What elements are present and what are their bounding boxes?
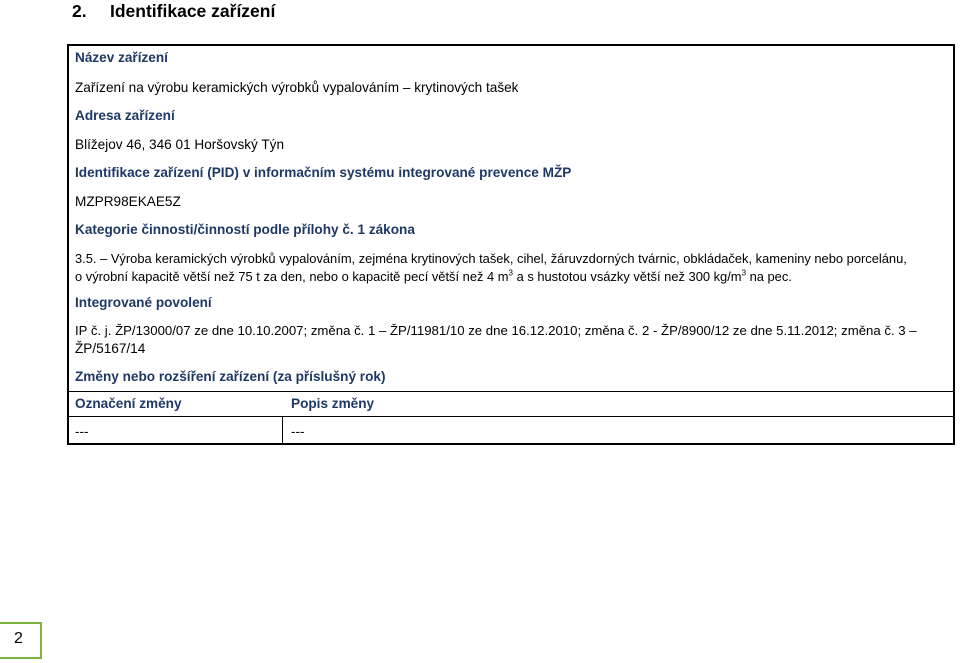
address-value: Blížejov 46, 346 01 Horšovský Týn <box>75 137 285 152</box>
changes-table-top-rule <box>69 391 953 392</box>
name-value: Zařízení na výrobu keramických výrobků vypalováním – krytinových tašek <box>75 80 519 95</box>
changes-table-column-divider <box>282 416 283 444</box>
pid-label: Identifikace zařízení (PID) v informačním systému integrované prevence MŽP <box>75 165 572 180</box>
footer-rule-bottom <box>0 657 41 659</box>
changes-row-designation: --- <box>75 424 89 439</box>
permit-line-2: ŽP/5167/14 <box>75 341 146 356</box>
changes-row-description: --- <box>291 424 305 439</box>
footer-rule-top <box>0 622 41 624</box>
pid-value: MZPR98EKAE5Z <box>75 194 181 209</box>
changes-label: Změny nebo rozšíření zařízení (za příslušný rok) <box>75 369 386 384</box>
changes-header-designation: Označení změny <box>75 396 182 411</box>
category-line-1: 3.5. – Výroba keramických výrobků vypalováním, zejména krytinových tašek, cihel, žáruvzdorných tvárnic, obkládaček, kameniny nebo porcelánu, <box>75 251 907 266</box>
category-line-2: o výrobní kapacitě větší než 75 t za den, nebo o kapacitě pecí větší než 4 $m^3$ a s hustotou vsázky větší než 300 $kg/m^3$ na pec. <box>75 268 792 284</box>
section-number: 2. <box>72 1 87 21</box>
category-label: Kategorie činnosti/činností podle přílohy č. 1 zákona <box>75 222 415 237</box>
page-number: 2 <box>14 630 23 647</box>
permit-label: Integrované povolení <box>75 295 212 310</box>
footer-rule-vertical <box>40 622 42 659</box>
address-label: Adresa zařízení <box>75 108 175 123</box>
name-label: Název zařízení <box>75 50 168 65</box>
changes-header-description: Popis změny <box>291 396 375 411</box>
section-title: Identifikace zařízení <box>110 1 276 21</box>
section-heading <box>72 0 275 22</box>
changes-table-header-rule <box>69 416 953 417</box>
permit-line-1: IP č. j. ŽP/13000/07 ze dne 10.10.2007; změna č. 1 – ŽP/11981/10 ze dne 16.12.2010; změna č. 2 - ŽP/8900/12 ze dne 5.11.2012; změna č. 3 – <box>75 323 917 338</box>
